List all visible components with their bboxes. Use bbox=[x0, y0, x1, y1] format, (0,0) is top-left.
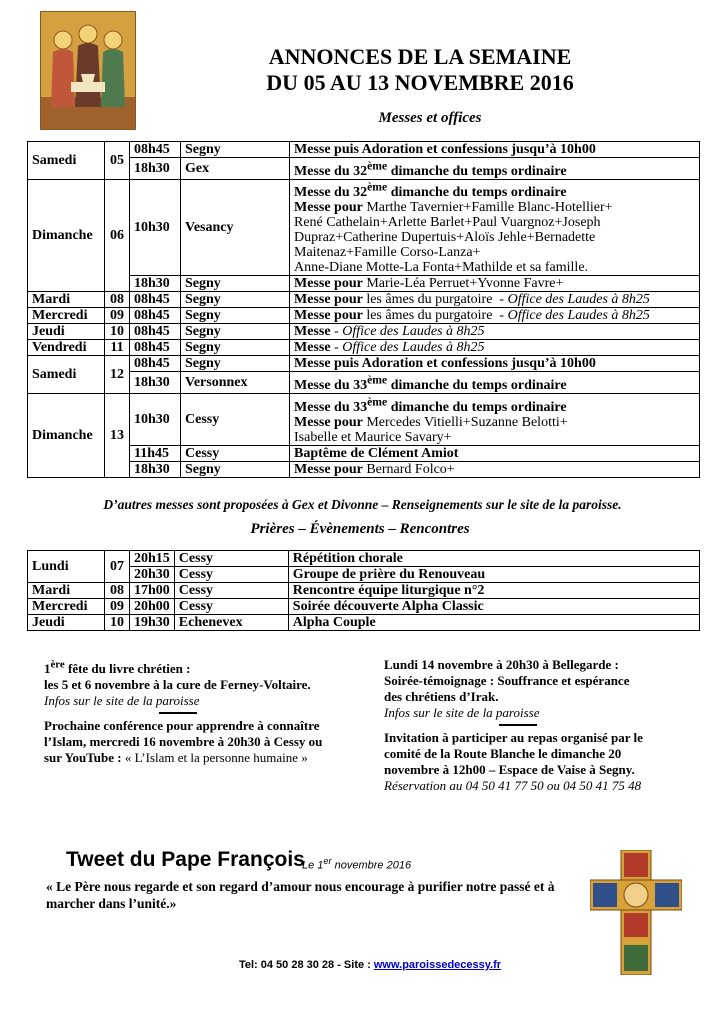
mass-description: Messe puis Adoration et confessions jusqu’à 10h00 bbox=[290, 356, 700, 372]
event-day: Mercredi bbox=[28, 599, 105, 615]
mass-day: Jeudi bbox=[28, 324, 105, 340]
event-date: 07 bbox=[105, 551, 130, 583]
event-place: Echenevex bbox=[174, 615, 288, 631]
mass-place: Segny bbox=[181, 461, 290, 477]
mass-place: Segny bbox=[181, 324, 290, 340]
event-description: Groupe de prière du Renouveau bbox=[288, 567, 699, 583]
mass-description: Messe pour les âmes du purgatoire - Office des Laudes à 8h25 bbox=[290, 292, 700, 308]
event-place: Cessy bbox=[174, 567, 288, 583]
cross-icon-image bbox=[590, 850, 682, 975]
event-time: 17h00 bbox=[130, 583, 175, 599]
footer-contact: Tel: 04 50 28 30 28 - Site : bbox=[238, 959, 374, 971]
mass-time: 18h30 bbox=[130, 276, 181, 292]
page-title-line2: DU 05 AU 13 NOVEMBRE 2016 bbox=[266, 70, 574, 95]
mass-date: 13 bbox=[105, 393, 130, 477]
mass-description: Messe pour Marie-Léa Perruet+Yvonne Favre+ bbox=[290, 276, 700, 292]
mass-place: Gex bbox=[181, 158, 290, 180]
mass-time: 11h45 bbox=[130, 445, 181, 461]
mass-day: Dimanche bbox=[28, 393, 105, 477]
event-time: 19h30 bbox=[130, 615, 175, 631]
mass-description: Messe - Office des Laudes à 8h25 bbox=[290, 324, 700, 340]
event-time: 20h30 bbox=[130, 567, 175, 583]
mass-description: Messe du 33ème dimanche du temps ordinaire Messe pour Mercedes Vitielli+Suzanne Belotti+ Isabelle et Maurice Savary+ bbox=[290, 393, 700, 445]
mass-date: 09 bbox=[105, 308, 130, 324]
mass-schedule-table bbox=[27, 141, 700, 478]
table-row bbox=[28, 583, 700, 599]
mass-day: Dimanche bbox=[28, 179, 105, 292]
table-row bbox=[28, 356, 700, 372]
mass-place: Segny bbox=[181, 340, 290, 356]
event-time: 20h15 bbox=[130, 551, 175, 567]
testimony-line1: Lundi 14 novembre à 20h30 à Bellegarde : bbox=[384, 657, 619, 672]
mass-place: Segny bbox=[181, 276, 290, 292]
book-fair-details: les 5 et 6 novembre à la cure de Ferney-Voltaire. bbox=[44, 677, 311, 693]
tweet-date: Le 1er novembre 2016 bbox=[302, 856, 412, 872]
mass-time: 08h45 bbox=[130, 308, 181, 324]
event-place: Cessy bbox=[174, 551, 288, 567]
mass-description: Messe puis Adoration et confessions jusqu’à 10h00 bbox=[290, 142, 700, 158]
footer bbox=[160, 959, 580, 971]
event-time: 20h00 bbox=[130, 599, 175, 615]
conference-line3: sur YouTube : « L’Islam et la personne humaine » bbox=[44, 750, 308, 766]
mass-date: 10 bbox=[105, 324, 130, 340]
book-fair-title: 1ère fête du livre chrétien : bbox=[44, 659, 191, 677]
mass-description: Messe pour les âmes du purgatoire - Office des Laudes à 8h25 bbox=[290, 308, 700, 324]
mass-description: Messe du 32ème dimanche du temps ordinaire bbox=[290, 158, 700, 180]
table-row bbox=[28, 340, 700, 356]
announcements-right bbox=[384, 657, 684, 794]
event-place: Cessy bbox=[174, 583, 288, 599]
mass-place: Cessy bbox=[181, 393, 290, 445]
event-date: 09 bbox=[105, 599, 130, 615]
mass-day: Samedi bbox=[28, 142, 105, 180]
event-day: Jeudi bbox=[28, 615, 105, 631]
table-row bbox=[28, 179, 700, 276]
table-row bbox=[28, 324, 700, 340]
mass-description: Messe du 32ème dimanche du temps ordinaire Messe pour Marthe Tavernier+Famille Blanc-Hotellier+ René Cathelain+Arlette Barlet+Paul Vuargnoz+Joseph Dupraz+Catherine Dupertuis+Aloïs Jehle+Bernadette Maitenaz+Famille Corso-Lanza+ Anne-Diane Motte-La Fonta+Mathilde et sa famille. bbox=[290, 179, 700, 276]
mass-place: Segny bbox=[181, 292, 290, 308]
mass-time: 18h30 bbox=[130, 158, 181, 180]
tweet-heading: Tweet du Pape François bbox=[66, 848, 305, 871]
mass-time: 10h30 bbox=[130, 179, 181, 276]
mass-place: Segny bbox=[181, 308, 290, 324]
mass-time: 18h30 bbox=[130, 461, 181, 477]
other-masses-note: D’autres messes sont proposées à Gex et Divonne – Renseignements sur le site de la paroisse. bbox=[103, 497, 622, 512]
tweet-text: « Le Père nous regarde et son regard d’amour nous encourage à purifier notre passé et à marcher dans l’unité.» bbox=[46, 879, 555, 911]
mass-place: Segny bbox=[181, 356, 290, 372]
mass-description: Messe du 33ème dimanche du temps ordinaire bbox=[290, 372, 700, 394]
mass-description: Messe - Office des Laudes à 8h25 bbox=[290, 340, 700, 356]
divider bbox=[499, 724, 537, 726]
event-place: Cessy bbox=[174, 599, 288, 615]
mass-time: 08h45 bbox=[130, 292, 181, 308]
section-title-events: Prières – Évènements – Rencontres bbox=[250, 521, 470, 537]
mass-time: 08h45 bbox=[130, 142, 181, 158]
page-title-line1: ANNONCES DE LA SEMAINE bbox=[268, 44, 572, 69]
meal-reservation: Réservation au 04 50 41 77 50 ou 04 50 41 75 48 bbox=[384, 778, 642, 793]
event-description: Répétition chorale bbox=[288, 551, 699, 567]
conference-line2: l’Islam, mercredi 16 novembre à 20h30 à Cessy ou bbox=[44, 734, 323, 750]
conference-line1: Prochaine conférence pour apprendre à connaître bbox=[44, 718, 320, 734]
mass-day: Mercredi bbox=[28, 308, 105, 324]
table-row bbox=[28, 308, 700, 324]
meal-line3: novembre à 12h00 – Espace de Vaise à Segny. bbox=[384, 762, 635, 777]
trinity-icon-image bbox=[40, 11, 136, 130]
mass-date: 11 bbox=[105, 340, 130, 356]
table-row bbox=[28, 551, 700, 567]
mass-place: Vesancy bbox=[181, 179, 290, 276]
meal-line1: Invitation à participer au repas organisé par le bbox=[384, 730, 643, 745]
mass-time: 08h45 bbox=[130, 324, 181, 340]
mass-day: Mardi bbox=[28, 292, 105, 308]
testimony-line3: des chrétiens d’Irak. bbox=[384, 689, 499, 704]
mass-place: Segny bbox=[181, 142, 290, 158]
table-row bbox=[28, 393, 700, 445]
testimony-info: Infos sur le site de la paroisse bbox=[384, 705, 540, 720]
mass-description: Baptême de Clément Amiot bbox=[290, 445, 700, 461]
mass-date: 06 bbox=[105, 179, 130, 292]
event-description: Rencontre équipe liturgique n°2 bbox=[288, 583, 699, 599]
event-day: Lundi bbox=[28, 551, 105, 583]
book-fair-info: Infos sur le site de la paroisse bbox=[44, 693, 200, 709]
mass-time: 18h30 bbox=[130, 372, 181, 394]
announcements-left bbox=[44, 657, 354, 766]
testimony-line2: Soirée-témoignage : Souffrance et espérance bbox=[384, 673, 630, 688]
mass-time: 08h45 bbox=[130, 340, 181, 356]
section-title-masses: Messes et offices bbox=[378, 110, 482, 126]
events-schedule-table bbox=[27, 550, 700, 631]
parish-website-link[interactable]: www.paroissedecessy.fr bbox=[373, 959, 502, 971]
mass-day: Samedi bbox=[28, 356, 105, 394]
event-date: 08 bbox=[105, 583, 130, 599]
mass-date: 05 bbox=[105, 142, 130, 180]
mass-date: 12 bbox=[105, 356, 130, 394]
mass-time: 10h30 bbox=[130, 393, 181, 445]
mass-day: Vendredi bbox=[28, 340, 105, 356]
mass-time: 08h45 bbox=[130, 356, 181, 372]
table-row bbox=[28, 292, 700, 308]
event-day: Mardi bbox=[28, 583, 105, 599]
mass-date: 08 bbox=[105, 292, 130, 308]
table-row bbox=[28, 142, 700, 158]
event-description: Soirée découverte Alpha Classic bbox=[288, 599, 699, 615]
event-description: Alpha Couple bbox=[288, 615, 699, 631]
mass-place: Cessy bbox=[181, 445, 290, 461]
mass-place: Versonnex bbox=[181, 372, 290, 394]
event-date: 10 bbox=[105, 615, 130, 631]
table-row bbox=[28, 599, 700, 615]
table-row bbox=[28, 615, 700, 631]
mass-description: Messe pour Bernard Folco+ bbox=[290, 461, 700, 477]
meal-line2: comité de la Route Blanche le dimanche 20 bbox=[384, 746, 622, 761]
divider bbox=[159, 712, 197, 714]
